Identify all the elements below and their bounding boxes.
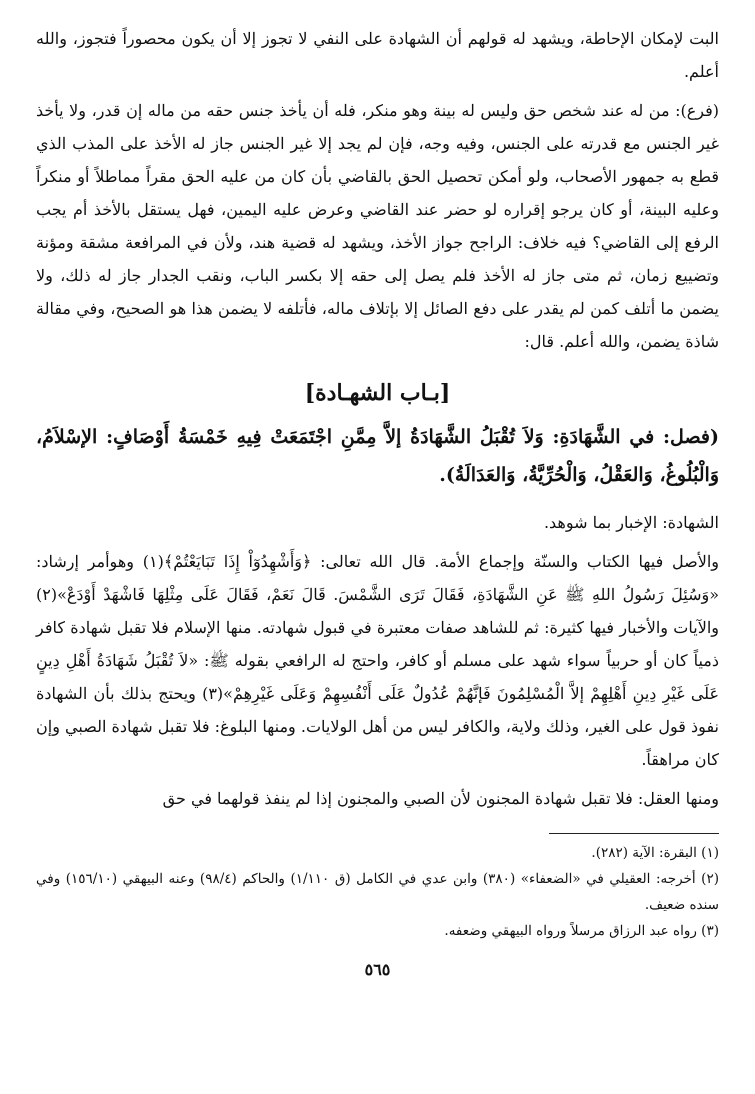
footnote-3: (٣) رواه عبد الرزاق مرسلاً ورواه البيهقي وضعفه.: [444, 923, 719, 939]
fasl-heading: (فصل: في الشَّهَادَةِ: وَلاَ تُقْبَلُ الشَّهَادَةُ إلاَّ مِمَّنِ اجْتَمَعَتْ فِيهِ خَمْسَةُ أَوْصَافٍ: الإسْلاَمُ، وَالْبُلُوغُ، وَالعَقْلُ، وَالْحُرِّيَّةُ، وَالعَدَالَةُ).: [36, 426, 719, 486]
paragraph-sanity: ومنها العقل: فلا تقبل شهادة المجنون لأن الصبي والمجنون إذا لم ينفذ قولهما في حق: [162, 789, 719, 808]
paragraph-evidence: والأصل فيها الكتاب والسنّة وإجماع الأمة. قال الله تعالى: ﴿وَأَشْهِدُوٓاْ إِذَا تَبَايَعْتُمْ﴾(١) وهوأمر إرشاد: «وَسُئِلَ رَسُولُ اللهِ ﷺ عَنِ الشَّهَادَةِ، فَقَالَ تَرَى الشَّمْسَ. قَالَ نَعَمْ، فَقَالَ عَلَى مِثْلِهَا فَاشْهَدْ أَوْدَعْ»(٢) والآيات والأخبار فيها كثيرة: ثم للشاهد صفات معتبرة في قبول شهادته. منها الإسلام فلا تقبل شهادة كافر ذمياً كان أو حربياً سواء شهد على مسلم أو كافر، واحتج له الرافعي بقوله ﷺ: «لاَ تُقْبَلُ شَهَادَةُ أَهْلِ دِينٍ عَلَى غَيْرِ دِينِ أَهْلِهِمْ إلاَّ الْمُسْلِمُونَ فَإنَّهُمْ عُدُولٌ عَلَى أَنْفُسِهِمْ وَعَلَى غَيْرِهِمْ»(٣) ويحتج بذلك بأن الشهادة نفوذ قول على الغير، وذلك ولاية، والكافر ليس من أهل الولايات. ومنها البلوغ: فلا تقبل شهادة الصبي وإن كان مراهقاً.: [36, 552, 720, 769]
footnote-2: (٢) أخرجه: العقيلي في «الضعفاء» (٣٨٠) وابن عدي في الكامل (ق ١/١١٠) والحاكم (٩٨/٤) وعنه البيهقي (١٥٦/١٠) وفي سنده ضعيف.: [36, 871, 719, 913]
paragraph-definition: الشهادة: الإخبار بما شوهد.: [543, 513, 719, 532]
chapter-title: [بـاب الشهـادة]: [304, 380, 451, 406]
document-page: [36, 22, 719, 979]
paragraph-far: (فرع): من له عند شخص حق وليس له بينة وهو منكر، فله أن يأخذ جنس حقه من ماله إن قدر، ولا يأخذ غير الجنس مع قدرته على الجنس، وفيه وجه، فإن لم يجد إلا غير الجنس جاز له الأخذ على المذب الذي قطع به جمهور الأصحاب، ولو أمكن تحصيل الحق بالقاضي بأن كان من عليه الحق مقراً مماطلاً أو منكراً وعليه البينة، أو كان يرجو إقراره لو حضر عند القاضي وعرض عليه اليمين، فهل يستقل بالأخذ أم يجب الرفع إلى القاضي؟ فيه خلاف: الراجح جواز الأخذ، ويشهد له قضية هند، ولأن في المرافعة مشقة ومؤنة وتضييع زمان، ثم متى جاز له الأخذ فلم يصل إلى حقه إلا بكسر الباب، ونقب الجدار جاز له ذلك، ولا يضمن ما أتلف كمن لم يقدر على دفع الصائل إلا بإتلاف ماله، فأتلفه لا يضمن هذا هو الصحيح، وفي مقالة شاذة يضمن، والله أعلم. قال:: [36, 101, 719, 351]
footnotes: [36, 840, 719, 944]
footnote-divider: [549, 833, 719, 834]
paragraph-intro: البت لإمكان الإحاطة، ويشهد له قولهم أن الشهادة على النفي لا تجوز إلا أن يكون محصوراً فتجوز، والله أعلم.: [36, 29, 719, 81]
footnote-1: (١) البقرة: الآية (٢٨٢).: [591, 845, 719, 861]
chapter-heading-wrap: [36, 376, 719, 410]
page-number: ٥٦٥: [364, 960, 391, 979]
